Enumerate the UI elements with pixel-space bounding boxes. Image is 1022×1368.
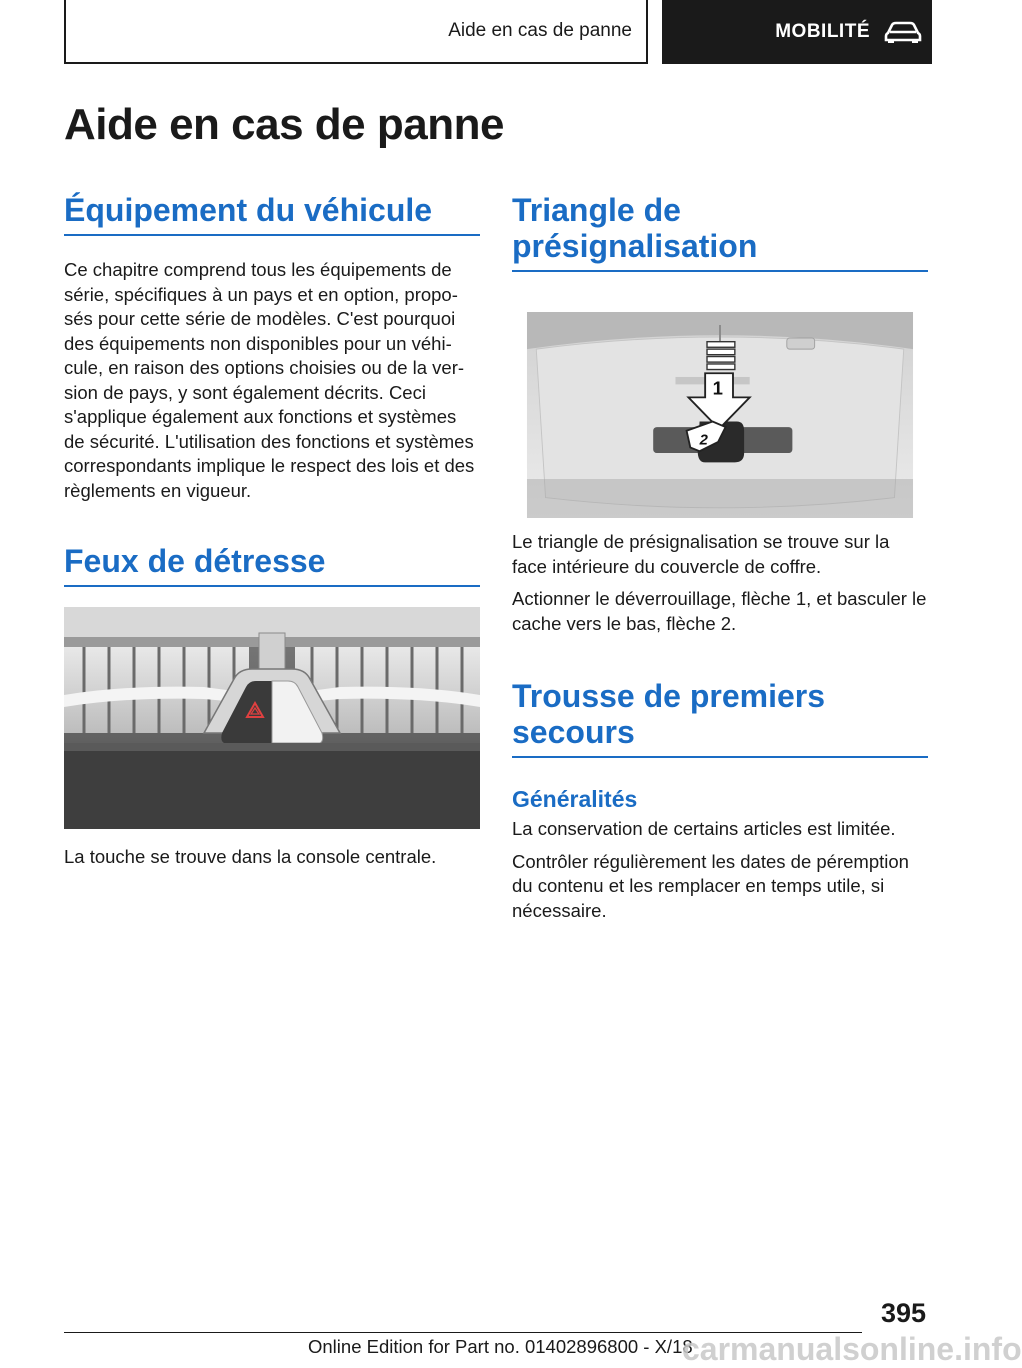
warning-triangle-image [512,312,928,518]
watermark: carmanualsonline.info [682,1331,1022,1367]
equipment-text: Ce chapitre comprend tous les équipements de série, spécifiques à un pays et en option, proposés pour cette série de modèles. C'est pourquoi des équipements non disponibles pour un véhicule, en raison des options choisies ou de la version de pays, y sont également décrits. Ceci s'applique également aux fonctions et systèmes de sécurité. L'utilisation des fonctions et systèmes correspondants implique le respect des lois et des règlements en vigueur. [64,259,475,501]
firstaid-heading: Trousse de premiers secours [512,678,928,758]
equipment-heading: Équipement du véhicule [64,192,480,236]
arrow-2-label: 2 [699,432,708,449]
section-title: Aide en cas de panne [448,20,632,41]
edition-text: Online Edition for Part no. 01402896800 - X/18 [308,1336,693,1357]
page-number: 395 [880,1298,926,1328]
page-title: Aide en cas de panne [64,100,504,149]
triangle-heading: Triangle de présignalisation [512,192,928,272]
hazard-switch-image [64,607,480,829]
chapter-tab [662,0,932,64]
hazard-heading: Feux de détresse [64,543,480,587]
car-icon [884,20,922,44]
left-column [64,190,480,870]
right-column [512,190,928,923]
triangle-text-2: Actionner le déverrouillage, flèche 1, et basculer le cache vers le bas, flèche 2. [512,588,927,634]
section-tab [64,0,648,64]
general-text-2: Contrôler régulièrement les dates de péremption du contenu et les remplacer en temps utile, si nécessaire. [512,850,909,921]
general-text-1: La conservation de certains articles est limitée. [512,818,896,839]
arrow-1-label: 1 [712,377,723,399]
chapter-title: MOBILITÉ [775,21,870,42]
general-heading: Généralités [512,786,638,812]
triangle-text-1: Le triangle de présignalisation se trouve sur la face intérieure du couvercle de coffre. [512,531,890,577]
hazard-caption: La touche se trouve dans la console centrale. [64,846,437,867]
page-header [64,0,932,66]
